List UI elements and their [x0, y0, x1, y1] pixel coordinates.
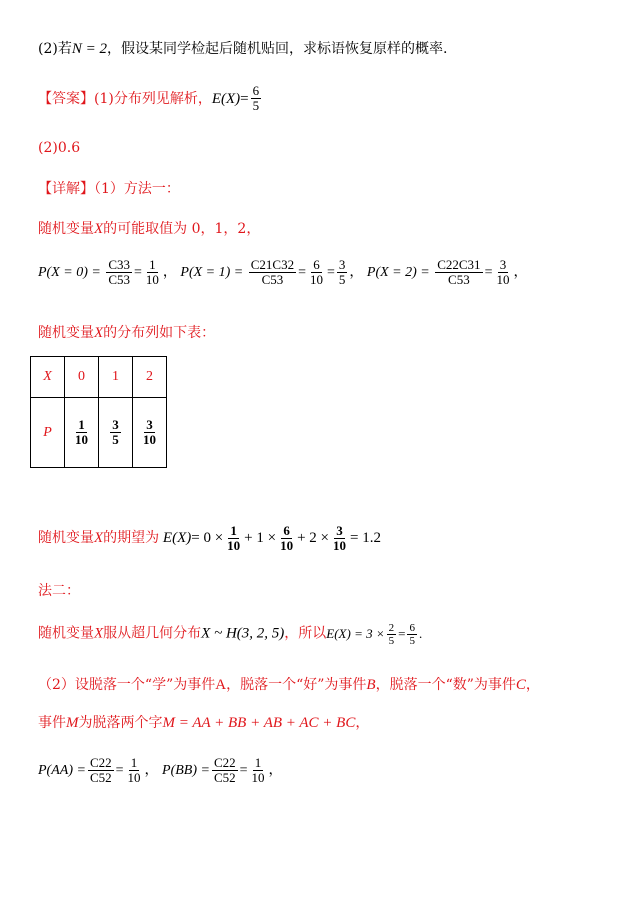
- pbb-label: P(BB) =: [162, 763, 210, 779]
- p2-combination-fraction: [435, 258, 482, 288]
- answer-part1: (1)分布列见解析，: [94, 90, 212, 107]
- separator: ，: [355, 715, 370, 731]
- equals-sign: =: [134, 265, 142, 281]
- expectation-symbol: E(X): [162, 530, 192, 547]
- fraction-numerator: 1: [78, 416, 85, 432]
- part2-text: ，脱落一个“数”为事件: [375, 677, 516, 693]
- combination-denominator: C53: [448, 272, 470, 288]
- intro-prefix: 随机变量: [38, 325, 94, 341]
- event-m-text: 为脱落两个字: [78, 715, 163, 731]
- combination-numerator: C22: [213, 755, 236, 770]
- combination-numerator: C22C31: [437, 257, 481, 272]
- separator: ，: [162, 265, 177, 281]
- combination-numerator: C21C32: [250, 257, 295, 272]
- combination-denominator: C52: [213, 770, 236, 786]
- values-line: [38, 218, 260, 238]
- equals-sign: =: [239, 763, 248, 779]
- combination-denominator: C53: [261, 272, 284, 288]
- p2-label: P(X = 2) =: [366, 265, 430, 281]
- equals-sign: =: [115, 763, 124, 779]
- question-2-line: [38, 38, 447, 58]
- fraction-numerator: 3: [499, 257, 507, 272]
- detail-tag: 【详解】: [38, 181, 94, 197]
- event-a: A: [215, 677, 227, 693]
- p1-combination-fraction: [249, 258, 296, 288]
- fraction-denominator: 10: [496, 272, 510, 288]
- paa-label: P(AA) =: [38, 763, 86, 779]
- pbb-result-fraction: [250, 756, 267, 786]
- table-row: [31, 398, 167, 468]
- variable-x: X: [94, 625, 104, 642]
- values-prefix: 随机变量: [38, 221, 94, 237]
- p0-result-fraction: [144, 258, 161, 288]
- variable-x: X: [94, 221, 104, 237]
- fraction-numerator: 3: [146, 416, 153, 432]
- fraction-denominator: 10: [309, 272, 323, 288]
- fraction-numerator: 3: [338, 257, 346, 272]
- combination-denominator: C53: [108, 272, 130, 288]
- separator: ，: [144, 763, 159, 779]
- event-m: M: [66, 715, 79, 731]
- table-header-cell: 2: [133, 357, 167, 398]
- table-header-cell: 1: [99, 357, 133, 398]
- pbb-combination-fraction: [212, 756, 238, 786]
- event-b: B: [366, 677, 376, 693]
- detail-text: （1）方法一：: [94, 181, 180, 197]
- part-2-events-line: [38, 674, 540, 694]
- period: .: [418, 625, 423, 641]
- fraction-numerator: 3: [112, 416, 119, 432]
- hyper-fraction: [387, 622, 397, 647]
- fraction-denominator: 10: [251, 770, 265, 786]
- expectation-line: [38, 524, 381, 554]
- fraction-numerator: 3: [336, 523, 343, 538]
- fraction-numerator: 1: [254, 755, 262, 770]
- q2-prefix: (2)若: [38, 41, 72, 57]
- expect-fraction-2: [278, 524, 295, 554]
- probability-aa-bb-line: [38, 756, 283, 786]
- separator: ，: [268, 763, 283, 779]
- separator: ，: [349, 265, 364, 281]
- paa-combination-fraction: [88, 756, 114, 786]
- table-row: [31, 357, 167, 398]
- table-header-cell: 0: [65, 357, 99, 398]
- fraction-denominator: 10: [75, 432, 88, 447]
- part2-text: （2）设脱落一个“学”为事件: [38, 677, 216, 693]
- n-equation: N = 2: [71, 41, 107, 57]
- p2-result-fraction: [494, 258, 511, 288]
- expectation-symbol: E(X): [211, 90, 241, 107]
- fraction-denominator: 10: [143, 432, 156, 447]
- event-c: C: [515, 677, 526, 693]
- fraction-numerator: 6: [409, 622, 415, 634]
- expect-fraction-3: [331, 524, 348, 554]
- answer-2-line: (2)0.6: [38, 140, 81, 156]
- answer-fraction: [251, 84, 262, 114]
- separator: ，: [513, 265, 528, 281]
- fraction-denominator: 5: [338, 272, 346, 288]
- event-m-expression: M = AA + BB + AB + AC + BC: [162, 715, 356, 731]
- distribution-intro: [38, 322, 215, 342]
- p0-combination-fraction: [106, 258, 132, 288]
- event-m-text: 事件: [38, 715, 66, 731]
- combination-numerator: C33: [108, 257, 130, 272]
- p0-label: P(X = 0) =: [38, 265, 101, 281]
- expr-part: + 2 ×: [297, 530, 330, 547]
- hypergeometric-line: [38, 622, 422, 647]
- values-text: 的可能取值为 0，1，2，: [103, 221, 261, 237]
- variable-x: X: [94, 530, 104, 547]
- expr-part: = 1.2: [350, 530, 381, 547]
- fraction-denominator: 5: [409, 635, 415, 648]
- equals-sign: =: [240, 90, 249, 107]
- fraction-numerator: 2: [388, 622, 395, 634]
- p1-label: P(X = 1) =: [180, 265, 244, 281]
- hyper-prefix: 随机变量: [38, 625, 94, 642]
- q2-text: ，假设某同学检起后随机贴回，求标语恢复原样的概率.: [106, 41, 448, 57]
- table-cell: [133, 398, 167, 468]
- fraction-numerator: 6: [313, 257, 320, 272]
- expr-part: = 0 ×: [191, 530, 224, 547]
- equals-sign: =: [298, 265, 306, 281]
- expectation-expr: E(X) = 3 ×: [326, 625, 385, 641]
- variable-x: X: [94, 325, 104, 341]
- equals-sign: =: [398, 625, 406, 641]
- expect-mid: 的期望为: [103, 530, 160, 547]
- fraction-denominator: 10: [280, 538, 294, 554]
- equals-sign: =: [484, 265, 493, 281]
- table-cell: [99, 398, 133, 468]
- distribution-table: [30, 356, 167, 468]
- detail-line: [38, 178, 180, 198]
- fraction-denominator: 10: [127, 770, 141, 786]
- combination-denominator: C52: [89, 770, 112, 786]
- table-cell: [65, 398, 99, 468]
- fraction-denominator: 5: [252, 98, 260, 114]
- fraction-numerator: 1: [130, 755, 138, 770]
- fraction-denominator: 5: [112, 432, 119, 447]
- fraction-denominator: 10: [145, 272, 159, 288]
- answer-line: [38, 84, 263, 114]
- hyper-mid2: ，所以: [284, 625, 327, 642]
- part2-text: ，: [525, 677, 540, 693]
- equals-sign: =: [326, 265, 335, 281]
- event-m-line: [38, 712, 369, 732]
- fraction-numerator: 6: [283, 523, 290, 538]
- part2-text: ，脱落一个“好”为事件: [226, 677, 367, 693]
- table-header-x: X: [31, 357, 65, 398]
- hyper-mid: 服从超几何分布: [103, 625, 202, 642]
- fraction-denominator: 5: [388, 635, 395, 648]
- fraction-numerator: 1: [149, 257, 156, 272]
- fraction-denominator: 10: [333, 538, 347, 554]
- intro-text: 的分布列如下表：: [103, 325, 216, 341]
- probability-line: [38, 258, 527, 288]
- expect-fraction-1: [225, 524, 242, 554]
- combination-numerator: C22: [89, 755, 112, 770]
- answer-tag: 【答案】: [38, 90, 94, 107]
- fraction-numerator: 6: [252, 83, 260, 98]
- fraction-numerator: 1: [230, 523, 237, 538]
- paa-result-fraction: [126, 756, 143, 786]
- hyper-result-fraction: [407, 622, 417, 647]
- hypergeometric-notation: X ~ H(3, 2, 5): [201, 625, 285, 642]
- expect-prefix: 随机变量: [38, 530, 94, 547]
- method-2-line: 法二：: [38, 583, 80, 599]
- p1-result-fraction-2: [337, 258, 348, 288]
- fraction-denominator: 10: [227, 538, 241, 554]
- expr-part: + 1 ×: [244, 530, 277, 547]
- table-row-label: P: [31, 398, 65, 468]
- p1-result-fraction-1: [308, 258, 325, 288]
